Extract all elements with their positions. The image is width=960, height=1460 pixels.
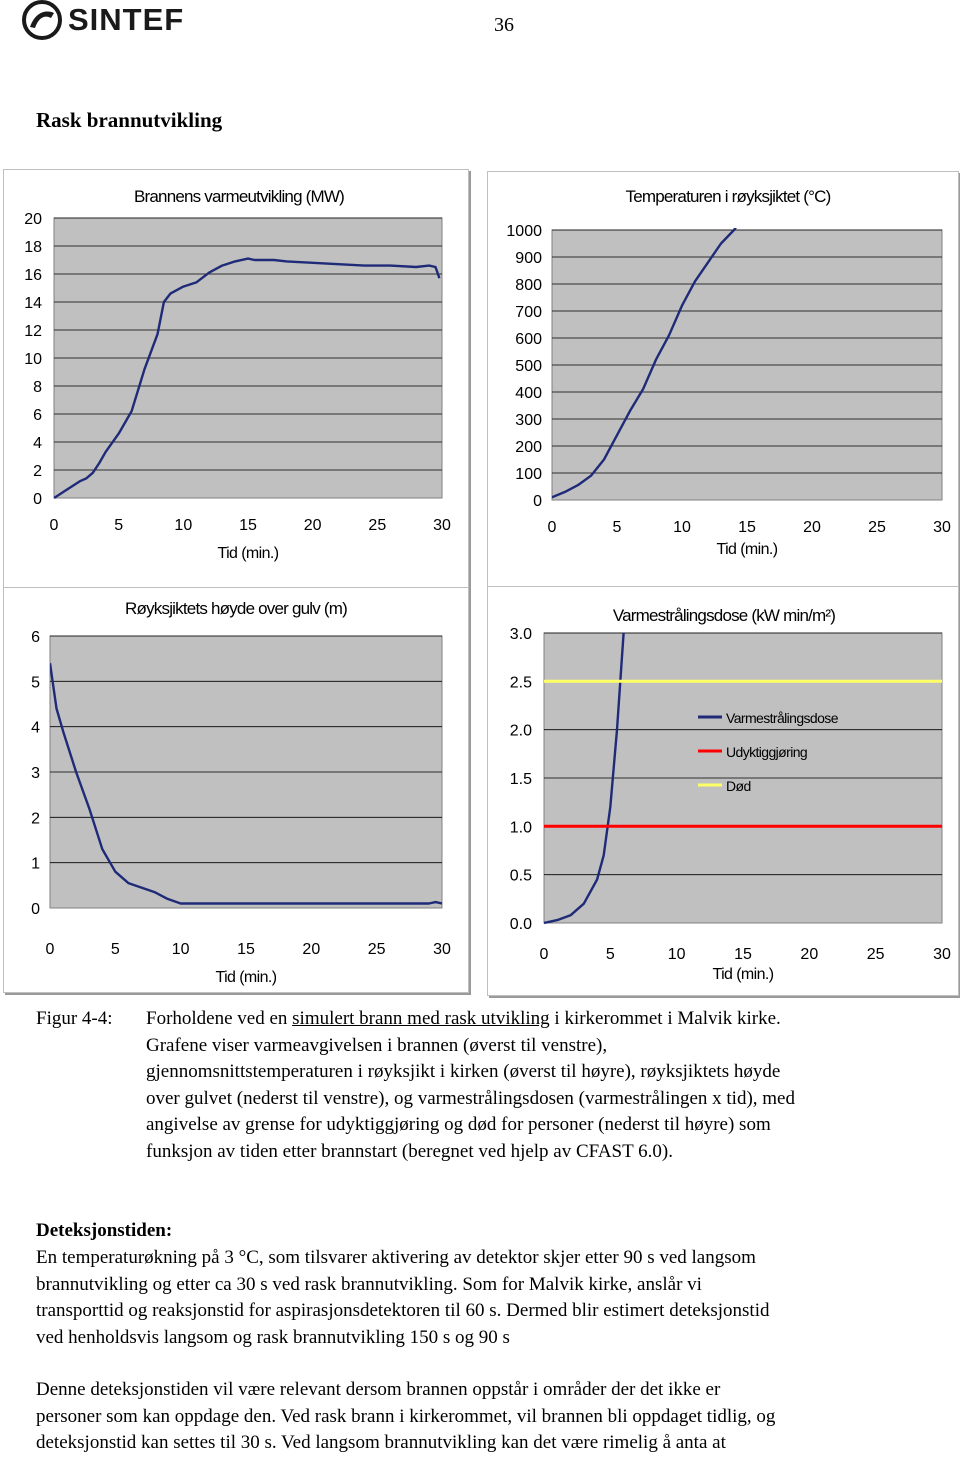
- chart-title: Varmestrålingsdose (kW min/m²): [612, 606, 836, 625]
- legend-label: Udyktiggjøring: [726, 744, 808, 760]
- x-tick-label: 25: [368, 517, 387, 534]
- x-axis-label: Tid (min.): [217, 545, 279, 562]
- x-tick-label: 25: [866, 946, 885, 963]
- x-tick-label: 10: [673, 519, 691, 536]
- y-tick-label: 900: [515, 250, 542, 267]
- paragraph-line: deteksjonstid kan settes til 30 s. Ved langsom brannutvikling kan det være rimelig å anta at: [36, 1432, 726, 1453]
- x-axis-label: Tid (min.): [716, 541, 778, 558]
- x-tick-label: 15: [239, 517, 257, 534]
- x-tick-label: 15: [237, 941, 255, 958]
- y-tick-label: 1: [31, 855, 40, 873]
- y-tick-label: 2: [31, 810, 40, 828]
- y-tick-label: 700: [515, 304, 542, 321]
- paragraph-line: Denne deteksjonstiden vil være relevant dersom brannen oppstår i områder der det ikke er: [36, 1379, 721, 1400]
- radiation-dose-chart: [487, 586, 959, 996]
- y-tick-label: 6: [31, 629, 40, 646]
- x-tick-label: 20: [800, 946, 819, 963]
- x-tick-label: 10: [171, 941, 190, 958]
- y-tick-label: 2.5: [509, 674, 532, 692]
- y-tick-label: 20: [24, 211, 42, 228]
- x-tick-label: 5: [612, 519, 622, 536]
- figure-label: Figur 4-4:: [36, 1008, 113, 1029]
- y-tick-label: 0: [533, 493, 542, 510]
- x-axis-label: Tid (min.): [712, 966, 774, 983]
- x-tick-label: 15: [734, 946, 752, 963]
- chart-svg: [488, 587, 958, 995]
- y-tick-label: 0.0: [509, 916, 532, 933]
- heat-release-chart: [3, 169, 469, 593]
- caption-body: [146, 1006, 946, 1165]
- x-tick-label: 30: [933, 946, 951, 963]
- x-axis-label: Tid (min.): [215, 969, 277, 986]
- x-tick-label: 25: [367, 941, 386, 958]
- y-tick-label: 1.5: [509, 771, 532, 788]
- y-tick-label: 500: [515, 358, 542, 375]
- chart-svg: [488, 172, 958, 596]
- chart-svg: [4, 588, 468, 992]
- x-tick-label: 20: [302, 941, 321, 958]
- chart-title: Temperaturen i røyksjiktet (°C): [625, 187, 831, 206]
- relevance-paragraph: [36, 1377, 946, 1457]
- y-tick-label: 6: [33, 407, 42, 424]
- chart-title: Røyksjiktets høyde over gulv (m): [125, 599, 347, 618]
- y-tick-label: 400: [515, 385, 542, 402]
- caption-line: funksjon av tiden etter brannstart (beregnet ved hjelp av CFAST 6.0).: [146, 1140, 673, 1162]
- section-title: Rask brannutvikling: [36, 108, 223, 132]
- page-number: 36: [494, 14, 514, 36]
- legend-label: Varmestrålingsdose: [726, 710, 838, 726]
- x-tick-label: 25: [868, 519, 886, 536]
- caption-line: gjennomsnittstemperaturen i røyksjikt i kirken (øverst til høyre), røyksjiktets høyde: [146, 1061, 781, 1082]
- x-tick-label: 30: [933, 519, 951, 536]
- x-tick-label: 30: [433, 941, 451, 958]
- x-tick-label: 5: [114, 517, 124, 534]
- caption-line: Grafene viser varmeavgivelsen i brannen (øverst til venstre),: [146, 1034, 608, 1056]
- paragraph-line: transporttid og reaksjonstid for aspirasjonsdetektoren til 60 s. Dermed blir estimert deteksjonstid: [36, 1300, 770, 1321]
- sintef-logo: [22, 0, 232, 44]
- paragraph-line: En temperaturøkning på 3 °C, som tilsvarer aktivering av detektor skjer etter 90 s ved langsom: [36, 1247, 756, 1268]
- smoke-temperature-chart: [487, 171, 959, 597]
- legend-label: Død: [726, 778, 751, 794]
- x-tick-label: 0: [539, 946, 549, 963]
- x-tick-label: 20: [803, 519, 821, 536]
- chart-title: Brannens varmeutvikling (MW): [134, 187, 344, 206]
- y-tick-label: 5: [31, 674, 40, 692]
- y-tick-label: 3.0: [509, 626, 532, 643]
- detection-paragraph: [36, 1245, 936, 1351]
- y-tick-label: 600: [515, 331, 542, 348]
- x-tick-label: 30: [433, 517, 451, 534]
- caption-line: Forholdene ved en simulert brann med rask utvikling i kirkerommet i Malvik kirke.: [146, 1008, 781, 1029]
- sintef-logo-icon: [22, 0, 62, 40]
- y-tick-label: 2: [33, 463, 42, 480]
- paragraph-line: personer som kan oppdage den. Ved rask brann i kirkerommet, vil brannen bli oppdaget tidlig, og: [36, 1405, 776, 1427]
- y-tick-label: 14: [24, 295, 42, 312]
- y-tick-label: 0: [31, 901, 40, 918]
- y-tick-label: 1.0: [509, 819, 532, 837]
- y-tick-label: 100: [515, 466, 542, 483]
- x-tick-label: 0: [547, 519, 557, 536]
- y-tick-label: 12: [24, 323, 42, 340]
- y-tick-label: 2.0: [509, 722, 532, 740]
- y-tick-label: 1000: [506, 223, 542, 240]
- y-tick-label: 10: [24, 351, 42, 368]
- y-tick-label: 0: [33, 491, 42, 508]
- y-tick-label: 8: [33, 379, 42, 396]
- caption-underlined-text: simulert brann med rask utvikling: [292, 1008, 550, 1029]
- chart-svg: [4, 170, 468, 592]
- y-tick-label: 16: [24, 267, 42, 284]
- y-tick-label: 300: [515, 412, 542, 429]
- logo-wordmark: SINTEF: [68, 2, 185, 37]
- x-tick-label: 5: [605, 946, 615, 963]
- x-tick-label: 0: [49, 517, 59, 534]
- paragraph-line: brannutvikling og etter ca 30 s ved rask brannutvikling. Som for Malvik kirke, anslår vi: [36, 1273, 702, 1295]
- y-tick-label: 4: [31, 719, 40, 737]
- y-tick-label: 4: [33, 435, 42, 452]
- y-tick-label: 18: [24, 239, 42, 256]
- paragraph-line: ved henholdsvis langsom og rask brannutvikling 150 s og 90 s: [36, 1326, 510, 1348]
- y-tick-label: 0.5: [509, 867, 532, 885]
- x-tick-label: 15: [738, 519, 756, 536]
- x-tick-label: 5: [110, 941, 120, 958]
- y-tick-label: 800: [515, 277, 542, 294]
- detection-heading: Deteksjonstiden:: [36, 1220, 173, 1241]
- caption-line: angivelse av grense for udyktiggjøring og død for personer (nederst til høyre) som: [146, 1114, 771, 1135]
- y-tick-label: 3: [31, 765, 40, 782]
- caption-line: over gulvet (nederst til venstre), og varmestrålingsdosen (varmestrålingen x tid), med: [146, 1087, 795, 1109]
- x-tick-label: 10: [667, 946, 686, 963]
- smoke-layer-height-chart: [3, 587, 469, 993]
- y-tick-label: 200: [515, 439, 542, 456]
- x-tick-label: 10: [174, 517, 193, 534]
- x-tick-label: 0: [45, 941, 55, 958]
- x-tick-label: 20: [303, 517, 322, 534]
